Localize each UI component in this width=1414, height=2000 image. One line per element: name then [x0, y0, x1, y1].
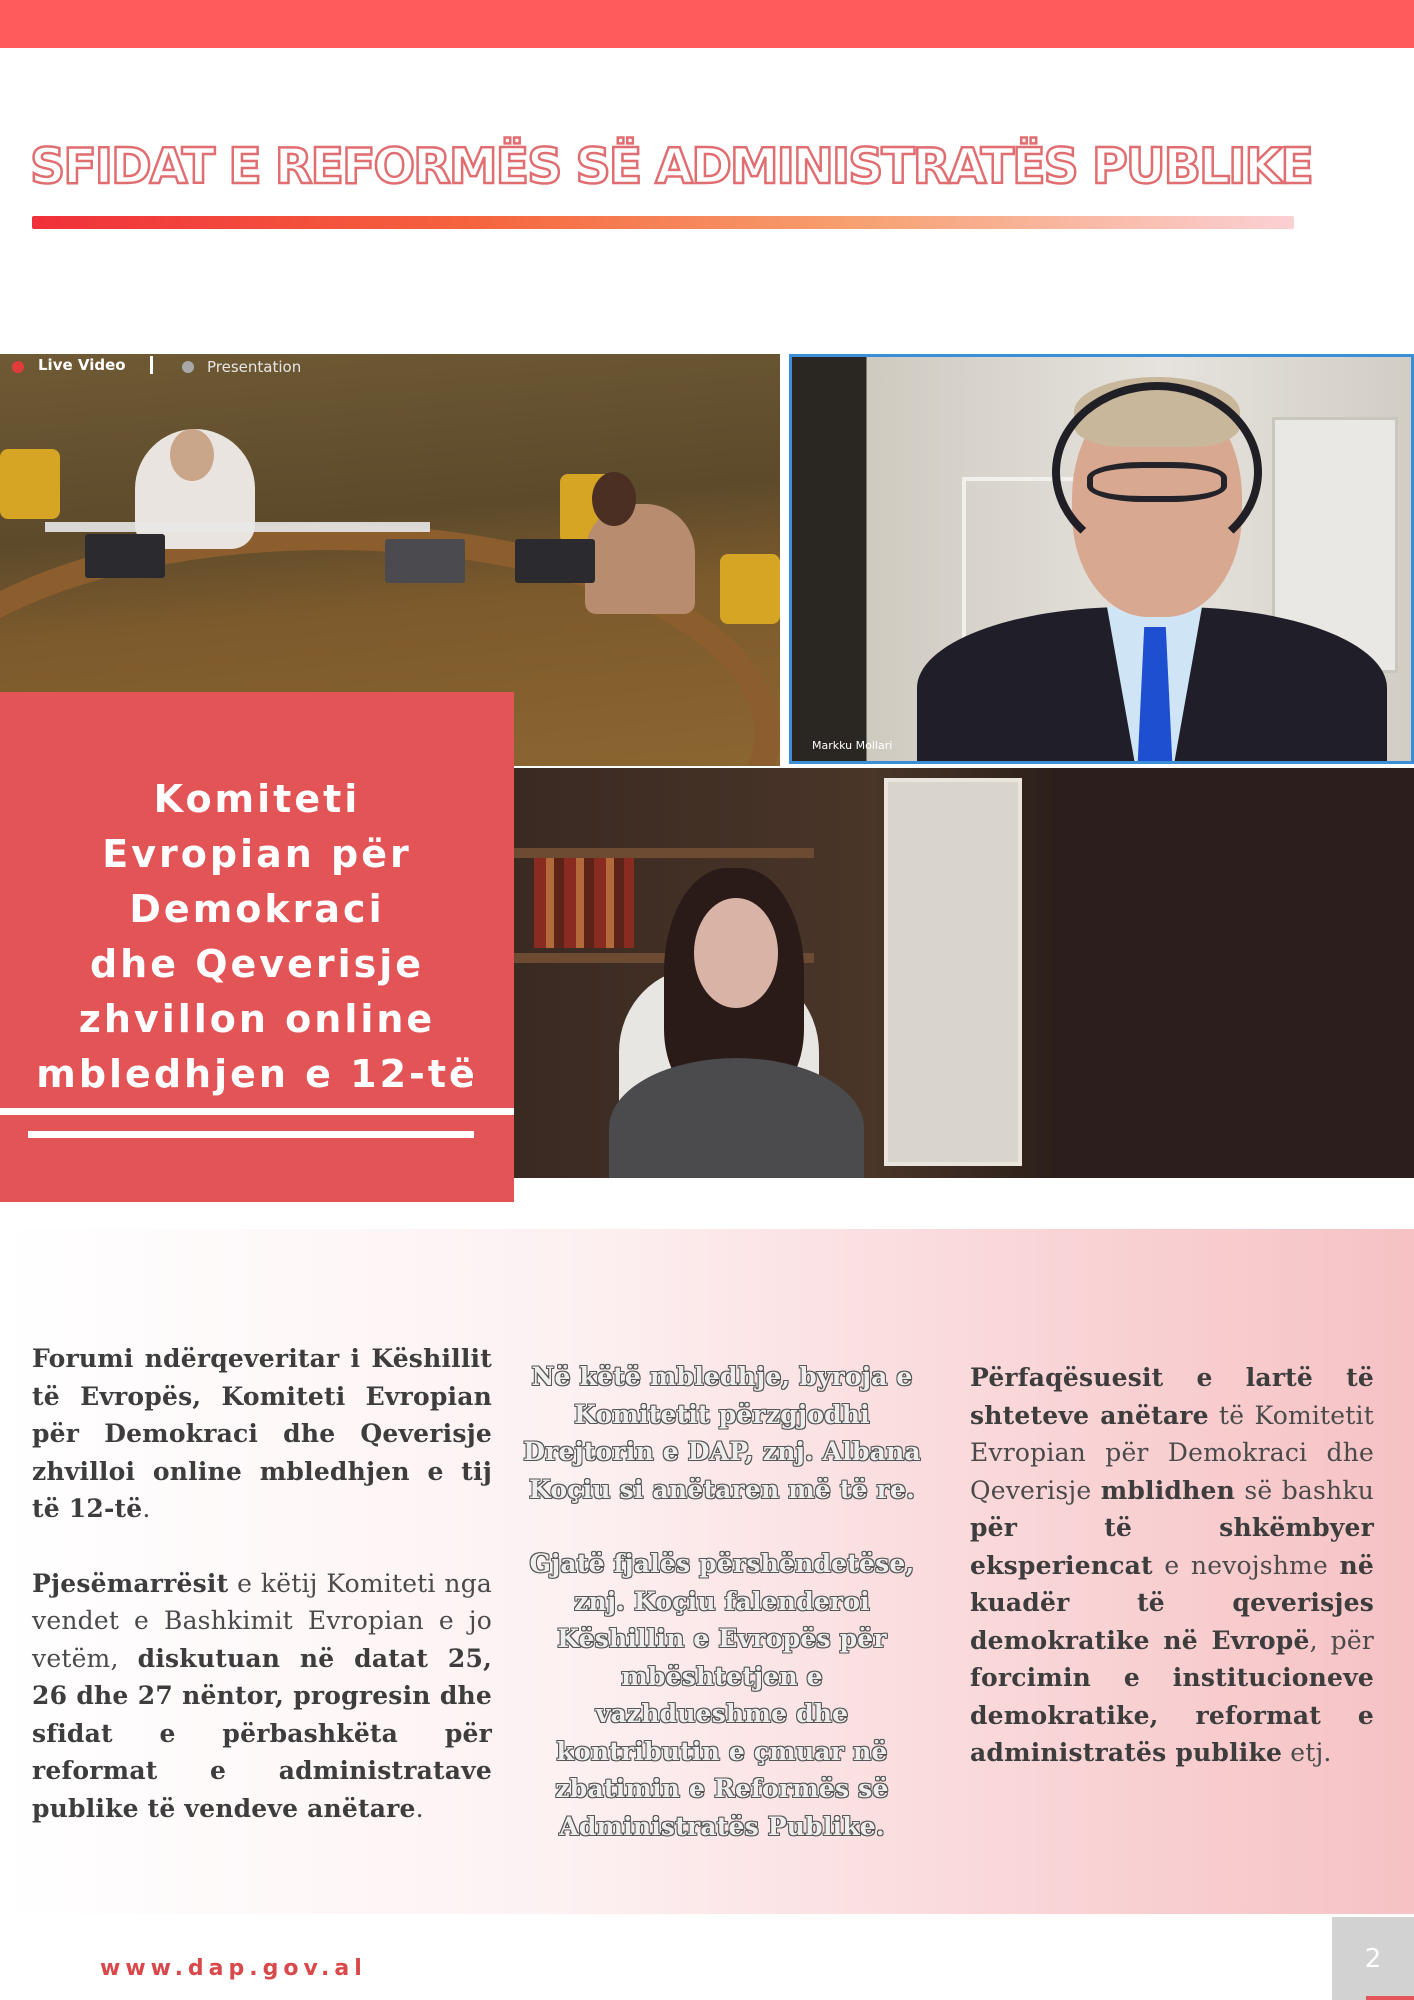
website-link[interactable]: www.dap.gov.al [100, 1956, 367, 1981]
paragraph: Pjesëmarrësit e këtij Komiteti nga vendet e Bashkimit Evropian e jo vetëm, diskutuan në datat 25, 26 dhe 27 nëntor, progresin dhe sfidat e përbashkëta për reformat e administratave publike të vendeve anëtare. [32, 1568, 492, 1823]
article-column-2 [522, 1358, 922, 1882]
page-title: SFIDAT E REFORMËS SË ADMINISTRATËS PUBLIKE [30, 138, 1312, 195]
headset-icon [1052, 382, 1262, 562]
presentation-dot-icon [182, 361, 194, 373]
paragraph: Forumi ndërqeveritar i Këshillit të Evropës, Komiteti Evropian për Demokraci dhe Qeverisje zhvilloi online mbledhjen e tij të 12-të. [32, 1344, 492, 1523]
title-underline [32, 216, 1294, 229]
paragraph: Gjatë fjalës përshëndetëse, znj. Koçiu falenderoi Këshillin e Evropës për mbështetjen e vazhdueshme dhe kontributin e çmuar në zbatimin e Reformës së Administratës Publike. [529, 1549, 915, 1841]
article-column-3 [970, 1359, 1374, 1809]
feature-caption-box [0, 692, 514, 1202]
page-number-accent [1366, 1996, 1414, 2000]
page-number: 2 [1332, 1917, 1414, 2000]
speaker-video-tile [789, 354, 1414, 764]
participant-figure [694, 898, 778, 1008]
presentation-label: Presentation [207, 358, 302, 376]
feature-title: Komiteti Evropian për Demokraci dhe Qeverisje zhvillon online mbledhjen e 12-të [36, 777, 478, 1096]
caption-divider [0, 1108, 514, 1115]
video-toolbar [0, 354, 780, 380]
paragraph: Përfaqësuesit e lartë të shteteve anëtare të Komitetit Evropian për Demokraci dhe Qeverisje mblidhen së bashku për të shkëmbyer eksperiencat e nevojshme në kuadër të qeverisjes demokratike në Evropë, për forcimin e institucioneve demokratike, reformat e administratës publike etj. [970, 1363, 1374, 1767]
article-column-1 [32, 1340, 492, 1864]
live-video-label: Live Video [38, 356, 126, 374]
participant-video-tile [514, 768, 1414, 1178]
caption-divider [28, 1131, 474, 1138]
speaker-name-label: Markku Mollari [812, 739, 893, 752]
live-dot-icon [12, 361, 24, 373]
paragraph: Në këtë mbledhje, byroja e Komitetit përzgjodhi Drejtorin e DAP, znj. Albana Koçiu si anëtaren më të re. [523, 1362, 921, 1504]
top-bar [0, 0, 1414, 48]
